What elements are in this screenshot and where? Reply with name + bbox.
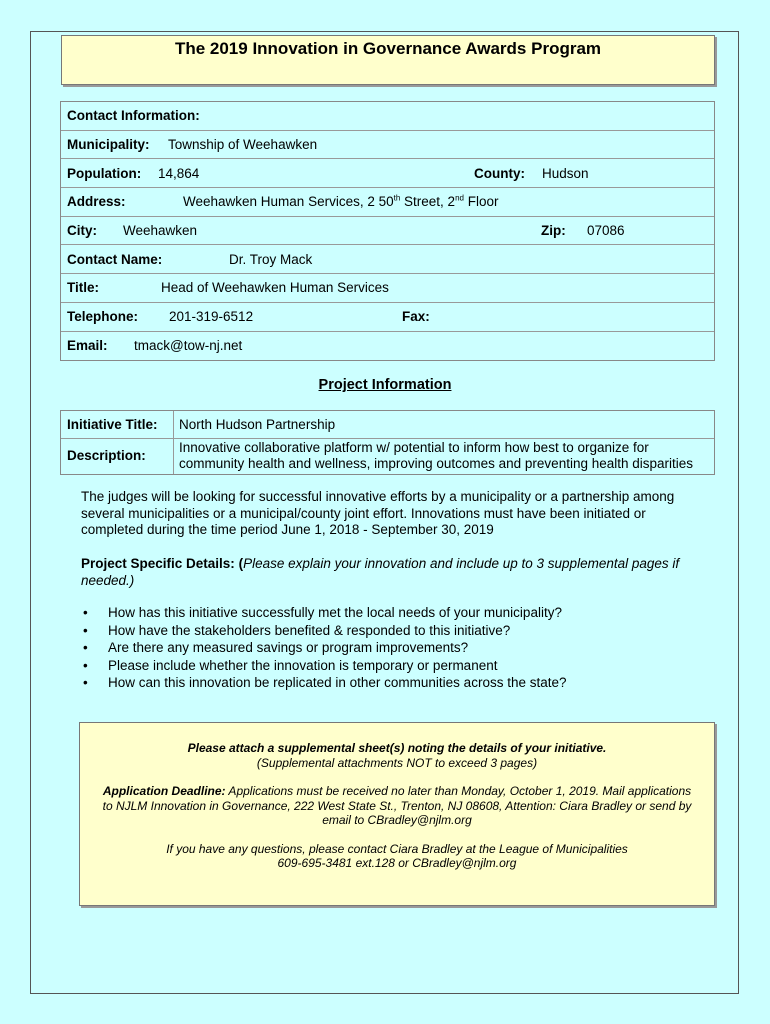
municipality-row <box>61 131 714 160</box>
attach-limit: (Supplemental attachments NOT to exceed 3 pages) <box>256 755 538 770</box>
details-instruction: Please explain your innovation and include up to 3 supplemental pages if needed.) <box>81 556 680 588</box>
title-label: Title: <box>67 280 100 296</box>
city-label: City: <box>67 223 97 239</box>
judges-criteria-text: The judges will be looking for successful innovative efforts by a municipality or a partnership among several municipalities or a municipal/county joint effort. Innovations must have been initiated or completed during the time period June 1, 2018 - September 30, 2019 <box>81 489 675 537</box>
county-label: County: <box>474 165 525 181</box>
list-item: • Please include whether the innovation is temporary or permanent <box>81 657 701 675</box>
fax-value[interactable] <box>441 308 701 326</box>
attach-instruction: Please attach a supplemental sheet(s) noting the details of your initiative. <box>187 741 607 755</box>
title-row <box>61 274 714 303</box>
project-information-heading: Project Information <box>318 377 452 393</box>
county-value[interactable]: Hudson <box>542 165 589 181</box>
address-value[interactable]: Weehawken Human Services, 2 50th Street, 2nd Floor <box>183 193 499 210</box>
project-information-table <box>60 410 715 475</box>
fax-label: Fax: <box>402 309 430 325</box>
description-value[interactable]: Innovative collaborative platform w/ potential to inform how best to organize for community health and wellness, improving outcomes and preventing health disparities <box>179 440 694 471</box>
contact-questions-text: If you have any questions, please contact Ciara Bradley at the League of Municipalities 609-695-3481 ext.128 or CBradley@njlm.org <box>166 841 628 870</box>
title-box <box>61 35 715 85</box>
contact-name-label: Contact Name: <box>67 251 163 267</box>
telephone-value[interactable]: 201-319-6512 <box>169 309 254 325</box>
list-item: • Are there any measured savings or program improvements? <box>81 639 701 657</box>
page-title: The 2019 Innovation in Governance Awards Program <box>174 39 602 58</box>
city-value[interactable]: Weehawken <box>123 223 198 239</box>
zip-value[interactable]: 07086 <box>587 223 625 239</box>
submission-note-box <box>79 722 715 906</box>
description-label: Description: <box>67 448 146 463</box>
contact-name-row <box>61 245 714 274</box>
address-row <box>61 188 714 217</box>
city-row <box>61 217 714 246</box>
initiative-title-value[interactable]: North Hudson Partnership <box>179 417 336 432</box>
address-label: Address: <box>67 194 126 210</box>
initiative-title-label: Initiative Title: <box>67 417 158 432</box>
email-row <box>61 332 714 361</box>
email-value[interactable]: tmack@tow-nj.net <box>134 338 243 354</box>
project-specific-details: Project Specific Details: (Please explain your innovation and include up to 3 supplemental pages if needed.) <box>81 556 680 588</box>
telephone-row <box>61 303 714 332</box>
list-item: • How can this innovation be replicated in other communities across the state? <box>81 674 701 692</box>
list-item: • How have the stakeholders benefited & responded to this initiative? <box>81 622 701 640</box>
population-row <box>61 159 714 188</box>
details-label: Project Specific Details: <box>81 556 235 571</box>
email-label: Email: <box>67 338 108 354</box>
population-value[interactable]: 14,864 <box>158 165 200 181</box>
question-list <box>81 604 701 692</box>
list-item: • How has this initiative successfully met the local needs of your municipality? <box>81 604 701 622</box>
municipality-label: Municipality: <box>67 137 150 153</box>
contact-heading-row <box>61 102 714 131</box>
telephone-label: Telephone: <box>67 309 139 325</box>
population-label: Population: <box>67 165 142 181</box>
contact-heading: Contact Information: <box>67 108 200 124</box>
contact-information-table <box>60 101 715 361</box>
initiative-title-row <box>61 411 714 439</box>
description-row <box>61 439 714 474</box>
zip-label: Zip: <box>541 223 566 239</box>
contact-name-value[interactable]: Dr. Troy Mack <box>229 251 313 267</box>
deadline-text: Application Deadline: Applications must be received no later than Monday, October 1, 2019. Mail applications to NJLM Innovation in Governance, 222 West State St., Trenton, NJ 08608, Attention: Ciara Bradley or send by email to CBradley@njlm.org <box>102 784 692 827</box>
title-value[interactable]: Head of Weehawken Human Services <box>161 280 389 296</box>
municipality-value[interactable]: Township of Weehawken <box>168 137 318 153</box>
